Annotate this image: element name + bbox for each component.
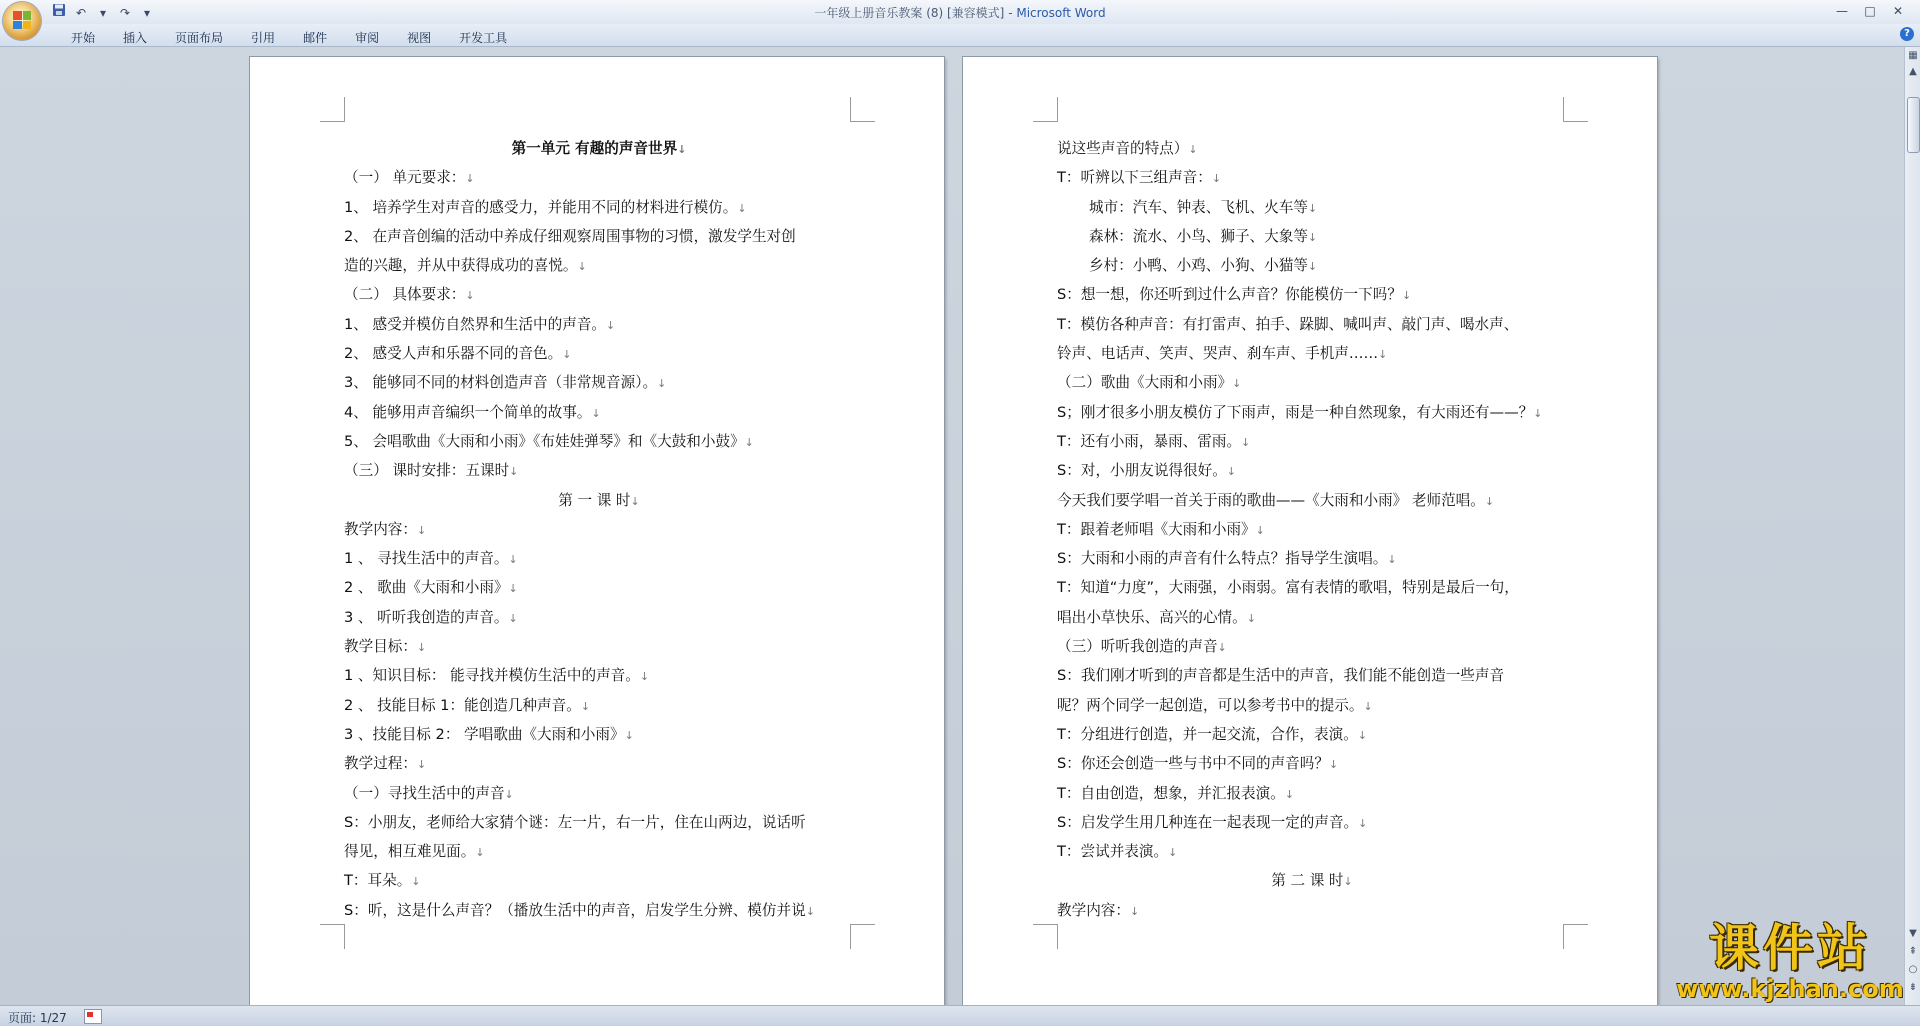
text-line-content: （一）寻找生活中的声音 <box>344 784 505 802</box>
paragraph-mark-icon: ↓ <box>657 377 667 391</box>
text-line[interactable] <box>1057 134 1567 163</box>
margin-corner-mark <box>1563 924 1588 949</box>
tab-view[interactable]: 视图 <box>407 31 432 45</box>
text-line[interactable] <box>344 632 854 661</box>
text-line[interactable] <box>344 427 854 456</box>
text-line-content: T：模仿各种声音：有打雷声、拍手、跺脚、喊叫声、敲门声、喝水声、 <box>1057 315 1519 333</box>
paragraph-mark-icon: ↓ <box>677 143 687 156</box>
paragraph-mark-icon: ↓ <box>1188 143 1198 156</box>
text-line-content: S：对，小朋友说得很好。 <box>1057 462 1227 480</box>
text-line[interactable] <box>1057 779 1567 808</box>
paragraph-mark-icon: ↓ <box>1358 816 1368 830</box>
text-line-content: 1、 培养学生对声音的感受力，并能用不同的材料进行模仿。 <box>344 198 738 216</box>
undo-button[interactable]: ↶ <box>75 5 87 20</box>
paragraph-mark-icon: ↓ <box>1387 553 1397 567</box>
text-line-content: 教学过程： <box>344 755 417 773</box>
document-title: 一年级上册音乐教案 (8) [兼容模式] <box>814 6 1005 20</box>
text-line-content: T：还有小雨，暴雨、雷雨。 <box>1057 432 1242 450</box>
text-line-content: 城市：汽车、钟表、飞机、火车等 <box>1089 198 1308 216</box>
minimize-button[interactable]: — <box>1836 4 1848 18</box>
text-line-content: 呢？两个同学一起创造，可以参考书中的提示。 <box>1057 696 1364 714</box>
text-line[interactable] <box>1057 749 1567 778</box>
text-line[interactable] <box>1057 163 1567 192</box>
paragraph-mark-icon: ↓ <box>1401 289 1412 303</box>
text-line-content: 说这些声音的特点） <box>1057 140 1189 157</box>
scroll-down-icon[interactable]: ▼ <box>1909 928 1917 939</box>
text-line-content: 教学内容： <box>1057 901 1130 919</box>
paragraph-mark-icon: ↓ <box>465 172 475 186</box>
text-line-content: 第一单元 有趣的声音世界 <box>511 140 678 157</box>
paragraph-mark-icon: ↓ <box>508 553 518 567</box>
text-line-content: S：启发学生用几种连在一起表现一定的声音。 <box>1057 813 1359 831</box>
paragraph-mark-icon: ↓ <box>1241 435 1251 449</box>
tab-insert[interactable]: 插入 <box>123 31 148 45</box>
tab-review[interactable]: 审阅 <box>355 31 380 45</box>
text-line[interactable] <box>344 398 854 427</box>
text-line[interactable] <box>344 749 854 778</box>
office-button[interactable] <box>3 2 41 40</box>
tab-home[interactable]: 开始 <box>71 31 96 45</box>
text-line[interactable] <box>1057 632 1567 661</box>
text-line[interactable] <box>344 163 854 192</box>
text-line[interactable] <box>1057 251 1567 280</box>
ribbon-tabs <box>58 27 522 48</box>
text-line[interactable] <box>344 486 854 515</box>
text-line[interactable] <box>1057 808 1567 837</box>
tab-mailings[interactable]: 邮件 <box>303 31 328 45</box>
paragraph-mark-icon: ↓ <box>624 728 634 742</box>
text-line-content: 5、 会唱歌曲《大雨和小雨》《布娃娃弹琴》和《大鼓和小鼓》 <box>344 432 745 450</box>
text-line-content: 教学目标： <box>344 638 417 656</box>
paragraph-mark-icon: ↓ <box>1255 523 1265 537</box>
margin-corner-mark <box>1033 97 1058 122</box>
paragraph-mark-icon: ↓ <box>1357 728 1368 742</box>
page-text-left[interactable] <box>344 134 854 925</box>
paragraph-mark-icon: ↓ <box>1328 758 1339 772</box>
text-line-content: T：听辨以下三组声音： <box>1057 169 1212 187</box>
paragraph-mark-icon: ↓ <box>1129 904 1140 918</box>
text-line-content: 得见，相互难见面。 <box>344 843 476 861</box>
watermark-logo <box>1670 920 1910 1002</box>
margin-corner-mark <box>1033 924 1058 949</box>
browse-object-icon[interactable]: ○ <box>1908 964 1918 975</box>
text-line-content: 1、 感受并模仿自然界和生活中的声音。 <box>344 315 607 333</box>
text-line[interactable] <box>344 368 854 397</box>
paragraph-mark-icon: ↓ <box>1226 465 1237 479</box>
text-line-content: 森林：流水、小鸟、狮子、大象等 <box>1089 227 1308 245</box>
page-text-right[interactable] <box>1057 134 1567 925</box>
paragraph-mark-icon: ↓ <box>639 670 650 684</box>
text-line-content: （三）听听我创造的声音 <box>1057 638 1218 656</box>
paragraph-mark-icon: ↓ <box>1307 201 1318 215</box>
paragraph-mark-icon: ↓ <box>1232 377 1242 391</box>
status-bar <box>0 1005 1920 1026</box>
text-line[interactable] <box>1057 691 1567 720</box>
page-count[interactable]: 页面: 1/27 <box>8 1011 67 1025</box>
text-line[interactable] <box>1057 280 1567 309</box>
text-line-content: S：你还会创造一些与书中不同的声音吗？ <box>1057 755 1329 773</box>
text-line[interactable] <box>1057 544 1567 573</box>
office-logo-icon <box>13 11 31 29</box>
text-line[interactable] <box>1057 661 1567 690</box>
previous-page-icon[interactable]: ⇞ <box>1908 946 1918 957</box>
text-line-content: （二）歌曲《大雨和小雨》 <box>1057 374 1233 392</box>
text-line-content: 第 一 课 时 <box>558 491 631 509</box>
text-line-content: T：跟着老师唱《大雨和小雨》 <box>1057 520 1256 538</box>
paragraph-mark-icon: ↓ <box>606 318 616 332</box>
text-line-content: 造的兴趣，并从中获得成功的喜悦。 <box>344 257 578 275</box>
vertical-scrollbar[interactable] <box>1904 47 1920 1005</box>
text-line-content: 唱出小草快乐、高兴的心情。 <box>1057 608 1247 626</box>
text-line[interactable] <box>1057 896 1567 925</box>
paragraph-mark-icon: ↓ <box>1343 875 1353 889</box>
text-line-content: 教学内容： <box>344 520 417 538</box>
margin-corner-mark <box>320 97 345 122</box>
paragraph-mark-icon: ↓ <box>1378 348 1388 362</box>
text-line[interactable] <box>344 866 854 895</box>
text-line[interactable] <box>344 310 854 339</box>
paragraph-mark-icon: ↓ <box>1307 260 1318 274</box>
text-line[interactable] <box>344 837 854 866</box>
paragraph-mark-icon: ↓ <box>508 611 518 625</box>
text-line[interactable] <box>344 661 854 690</box>
text-line-content: T：自由创造，想象，并汇报表演。 <box>1057 784 1285 802</box>
text-line[interactable] <box>1057 222 1567 251</box>
text-line-content: 乡村：小鸭、小鸡、小狗、小猫等 <box>1089 257 1308 275</box>
text-line[interactable] <box>344 808 854 837</box>
paragraph-mark-icon: ↓ <box>737 201 747 215</box>
tab-developer[interactable]: 开发工具 <box>459 31 508 45</box>
paragraph-mark-icon: ↓ <box>1211 172 1222 186</box>
page-left[interactable] <box>250 57 944 1005</box>
text-line[interactable] <box>344 691 854 720</box>
paragraph-mark-icon: ↓ <box>475 846 485 860</box>
paragraph-mark-icon: ↓ <box>504 787 514 801</box>
window-title <box>0 4 1920 21</box>
text-line-content: T：耳朵。 <box>344 872 412 890</box>
paragraph-mark-icon: ↓ <box>465 289 475 303</box>
text-line[interactable] <box>344 280 854 309</box>
help-icon[interactable]: ? <box>1900 27 1914 41</box>
text-line[interactable] <box>344 222 854 251</box>
paragraph-mark-icon: ↓ <box>508 582 518 596</box>
paragraph-mark-icon: ↓ <box>416 523 427 537</box>
text-line-content: 2 、 歌曲《大雨和小雨》 <box>344 579 509 597</box>
text-line-content: S；刚才很多小朋友模仿了下雨声，雨是一种自然现象，有大雨还有——？ <box>1057 403 1534 421</box>
paragraph-mark-icon: ↓ <box>591 406 601 420</box>
text-line[interactable] <box>344 515 854 544</box>
text-line[interactable] <box>344 573 854 602</box>
paragraph-mark-icon: ↓ <box>630 494 640 508</box>
text-line-content: （三） 课时安排：五课时 <box>344 462 510 480</box>
margin-corner-mark <box>320 924 345 949</box>
text-line[interactable] <box>344 603 854 632</box>
paragraph-mark-icon: ↓ <box>1246 611 1256 625</box>
paragraph-mark-icon: ↓ <box>1217 641 1227 655</box>
tab-page-layout[interactable]: 页面布局 <box>175 31 224 45</box>
text-line[interactable] <box>344 720 854 749</box>
text-line-content: 1 、 寻找生活中的声音。 <box>344 550 509 568</box>
text-line[interactable] <box>344 896 854 925</box>
paragraph-mark-icon: ↓ <box>577 260 587 274</box>
text-line-content: 1 、知识目标： 能寻找并模仿生活中的声音。 <box>344 667 640 685</box>
watermark-title: 课件站 <box>1709 918 1871 977</box>
text-line[interactable] <box>344 193 854 222</box>
text-line[interactable] <box>1057 398 1567 427</box>
text-line-content: S：想一想，你还听到过什么声音？你能模仿一下吗？ <box>1057 286 1402 304</box>
page-right[interactable] <box>963 57 1657 1005</box>
text-line[interactable] <box>344 251 854 280</box>
text-line[interactable] <box>344 134 854 163</box>
text-line[interactable] <box>344 456 854 485</box>
text-line[interactable] <box>1057 603 1567 632</box>
paragraph-mark-icon: ↓ <box>1533 406 1543 420</box>
proofing-icon[interactable] <box>84 1009 102 1024</box>
paragraph-mark-icon: ↓ <box>580 699 591 713</box>
text-line[interactable] <box>1057 515 1567 544</box>
title-separator: - <box>1004 6 1017 20</box>
watermark-url: www.kjzhan.com <box>1676 975 1904 1003</box>
text-line-content: 2、 在声音创编的活动中养成仔细观察周围事物的习惯，激发学生对创 <box>344 227 796 245</box>
text-line-content: S：我们刚才听到的声音都是生活中的声音，我们能不能创造一些声音 <box>1057 667 1505 685</box>
text-line[interactable] <box>1057 368 1567 397</box>
text-line[interactable] <box>1057 486 1567 515</box>
margin-corner-mark <box>1563 97 1588 122</box>
text-line-content: 第 二 课 时 <box>1271 872 1344 890</box>
undo-dropdown-icon[interactable]: ▾ <box>99 5 107 20</box>
text-line[interactable] <box>1057 573 1567 602</box>
text-line[interactable] <box>1057 193 1567 222</box>
window-controls <box>1828 2 1912 20</box>
close-button[interactable]: ✕ <box>1892 4 1904 18</box>
maximize-button[interactable]: □ <box>1864 4 1876 18</box>
scrollbar-thumb[interactable] <box>1907 97 1920 153</box>
margin-corner-mark <box>850 97 875 122</box>
ruler-toggle-icon[interactable]: ▦ <box>1908 50 1918 61</box>
text-line-content: S：大雨和小雨的声音有什么特点？指导学生演唱。 <box>1057 550 1388 568</box>
text-line-content: （二） 具体要求： <box>344 286 466 304</box>
text-line-content: S：小朋友，老师给大家猜个谜：左一片，右一片，住在山两边，说话听 <box>344 813 806 831</box>
ribbon <box>0 24 1920 47</box>
scroll-up-icon[interactable]: ▲ <box>1909 66 1917 77</box>
paragraph-mark-icon: ↓ <box>1484 494 1495 508</box>
text-line[interactable] <box>344 544 854 573</box>
text-line-content: 2 、 技能目标 1：能创造几种声音。 <box>344 696 581 714</box>
text-line-content: 3、 能够同不同的材料创造声音（非常规音源）。 <box>344 374 658 392</box>
text-line-content: T：尝试并表演。 <box>1057 843 1169 861</box>
text-line[interactable] <box>1057 456 1567 485</box>
text-line-content: S：听，这是什么声音？（播放生活中的声音，启发学生分辨、模仿并说 <box>344 901 806 919</box>
text-line[interactable] <box>1057 837 1567 866</box>
paragraph-mark-icon: ↓ <box>416 758 427 772</box>
margin-corner-mark <box>850 924 875 949</box>
paragraph-mark-icon: ↓ <box>1307 230 1318 244</box>
text-line[interactable] <box>344 779 854 808</box>
text-line-content: （一） 单元要求： <box>344 169 466 187</box>
title-bar <box>0 0 1920 24</box>
redo-button[interactable]: ↷ <box>119 5 131 20</box>
paragraph-mark-icon: ↓ <box>562 348 572 362</box>
document-workspace <box>0 47 1904 1005</box>
customize-qat-icon[interactable]: ▾ <box>143 5 151 20</box>
text-line-content: 2、 感受人声和乐器不同的音色。 <box>344 345 563 363</box>
text-line-content: 3 、 听听我创造的声音。 <box>344 608 509 626</box>
paragraph-mark-icon: ↓ <box>416 641 427 655</box>
paragraph-mark-icon: ↓ <box>509 465 519 479</box>
text-line[interactable] <box>1057 310 1567 339</box>
text-line[interactable] <box>1057 427 1567 456</box>
text-line[interactable] <box>344 339 854 368</box>
text-line-content: 今天我们要学唱一首关于雨的歌曲——《大雨和小雨》 老师范唱。 <box>1057 491 1485 509</box>
text-line-content: T：分组进行创造，并一起交流，合作，表演。 <box>1057 725 1358 743</box>
paragraph-mark-icon: ↓ <box>744 435 754 449</box>
text-line[interactable] <box>1057 720 1567 749</box>
paragraph-mark-icon: ↓ <box>1284 787 1295 801</box>
text-line[interactable] <box>1057 866 1567 895</box>
paragraph-mark-icon: ↓ <box>411 875 421 889</box>
next-page-icon[interactable]: ⇟ <box>1908 982 1918 993</box>
text-line-content: 3 、技能目标 2： 学唱歌曲《大雨和小雨》 <box>344 725 625 743</box>
text-line-content: 4、 能够用声音编织一个简单的故事。 <box>344 403 592 421</box>
app-name: Microsoft Word <box>1016 6 1106 20</box>
tab-references[interactable]: 引用 <box>251 31 276 45</box>
text-line[interactable] <box>1057 339 1567 368</box>
paragraph-mark-icon: ↓ <box>805 904 815 918</box>
paragraph-mark-icon: ↓ <box>1363 699 1373 713</box>
paragraph-mark-icon: ↓ <box>1168 846 1178 860</box>
text-line-content: T：知道“力度”，大雨强，小雨弱。富有表情的歌唱，特别是最后一句， <box>1057 579 1519 597</box>
text-line-content: 铃声、电话声、笑声、哭声、刹车声、手机声…… <box>1057 345 1379 363</box>
